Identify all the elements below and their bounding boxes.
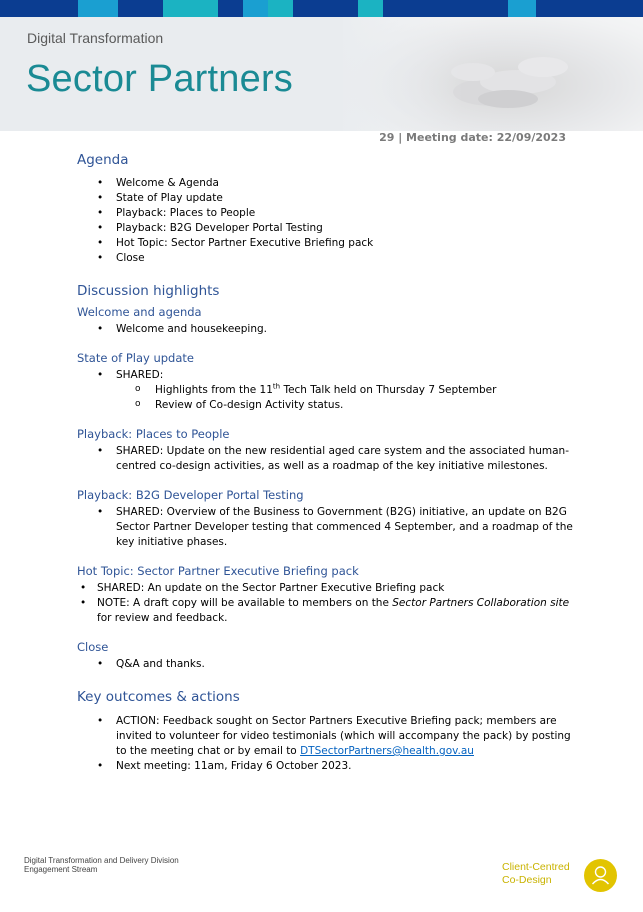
agenda-list: [77, 176, 577, 266]
outcomes-heading: Key outcomes & actions: [77, 689, 240, 705]
action-text: ACTION: Feedback sought on Sector Partners Executive Briefing pack; members are invited to volunteer for video testimonials (which will accompany the pack) by posting to the meeting chat or by email to: [116, 715, 571, 757]
sub-list-item: [77, 383, 577, 398]
collaboration-site-name: Sector Partners Collaboration site: [392, 597, 570, 609]
header-color-stripe: [0, 0, 643, 17]
list-item: [77, 714, 577, 759]
footer-division-name: Digital Transformation and Delivery Division: [24, 856, 179, 865]
person-badge-icon: [584, 859, 617, 892]
places-to-people-heading: Playback: Places to People: [77, 427, 230, 441]
agenda-item: • Hot Topic: Sector Partner Executive Briefing pack: [77, 236, 577, 251]
list-item: • Welcome and housekeeping.: [77, 322, 577, 337]
state-of-play-list: [77, 368, 577, 413]
discussion-heading: Discussion highlights: [77, 283, 220, 299]
welcome-heading: Welcome and agenda: [77, 305, 202, 319]
stripe-segment: [293, 0, 358, 17]
hot-topic-list: [77, 581, 577, 626]
hot-topic-heading: Hot Topic: Sector Partner Executive Briefing pack: [77, 564, 359, 578]
stripe-segment: [508, 0, 536, 17]
email-link[interactable]: DTSectorPartners@health.gov.au: [300, 745, 474, 757]
ordinal-suffix: th: [272, 382, 281, 391]
footer-stream-name: Engagement Stream: [24, 865, 98, 874]
footer-brand: [502, 861, 570, 887]
agenda-item: • Playback: Places to People: [77, 206, 577, 221]
header-banner: [0, 17, 643, 131]
footer-brand-line: Co-Design: [502, 874, 552, 886]
document-body: [77, 153, 577, 774]
stripe-segment: [118, 0, 163, 17]
list-item: [77, 596, 577, 626]
list-item: • SHARED: An update on the Sector Partner Executive Briefing pack: [77, 581, 577, 596]
stripe-segment: [0, 0, 78, 17]
state-of-play-heading: State of Play update: [77, 351, 194, 365]
stripe-segment: [268, 0, 293, 17]
welcome-list: [77, 322, 577, 337]
places-list: [77, 444, 577, 474]
stripe-segment: [163, 0, 218, 17]
stripe-segment: [243, 0, 268, 17]
note-text: NOTE: A draft copy will be available to members on the: [97, 597, 393, 609]
close-heading: Close: [77, 640, 109, 654]
agenda-item: • Close: [77, 251, 577, 266]
agenda-item: • Playback: B2G Developer Portal Testing: [77, 221, 577, 236]
list-item: • SHARED: Overview of the Business to Government (B2G) initiative, an update on B2G Sector Partner Developer testing that commenced 4 September, and a roadmap of the key initiative phases.: [77, 505, 577, 550]
footer-division: [24, 856, 179, 874]
agenda-item: • Welcome & Agenda: [77, 176, 577, 191]
list-item: • Next meeting: 11am, Friday 6 October 2023.: [77, 759, 577, 774]
agenda-item: • State of Play update: [77, 191, 577, 206]
note-text: for review and feedback.: [97, 612, 228, 624]
stripe-segment: [536, 0, 643, 17]
outcomes-list: [77, 714, 577, 774]
sub-item-text: Highlights from the 11: [155, 384, 273, 396]
list-item: • Q&A and thanks.: [77, 657, 577, 672]
list-item: • SHARED:: [77, 368, 577, 383]
stripe-segment: [218, 0, 243, 17]
footer-brand-line: Client-Centred: [502, 861, 570, 873]
stripe-segment: [383, 0, 508, 17]
agenda-heading: Agenda: [77, 152, 129, 168]
header-kicker: Digital Transformation: [27, 30, 164, 46]
page-title: Sector Partners: [26, 58, 293, 100]
b2g-list: [77, 505, 577, 550]
stripe-segment: [358, 0, 383, 17]
stripe-segment: [78, 0, 118, 17]
sub-list-item: o Review of Co-design Activity status.: [77, 398, 577, 413]
photo-fade: [333, 17, 463, 131]
b2g-heading: Playback: B2G Developer Portal Testing: [77, 488, 304, 502]
sub-item-text: Tech Talk held on Thursday 7 September: [280, 384, 497, 396]
meeting-meta: 29 | Meeting date: 22/09/2023: [379, 131, 566, 144]
list-item: • SHARED: Update on the new residential aged care system and the associated human-centred co-design activities, as well as a roadmap of the key initiative milestones.: [77, 444, 577, 474]
close-list: [77, 657, 577, 672]
person-icon: [584, 859, 617, 892]
